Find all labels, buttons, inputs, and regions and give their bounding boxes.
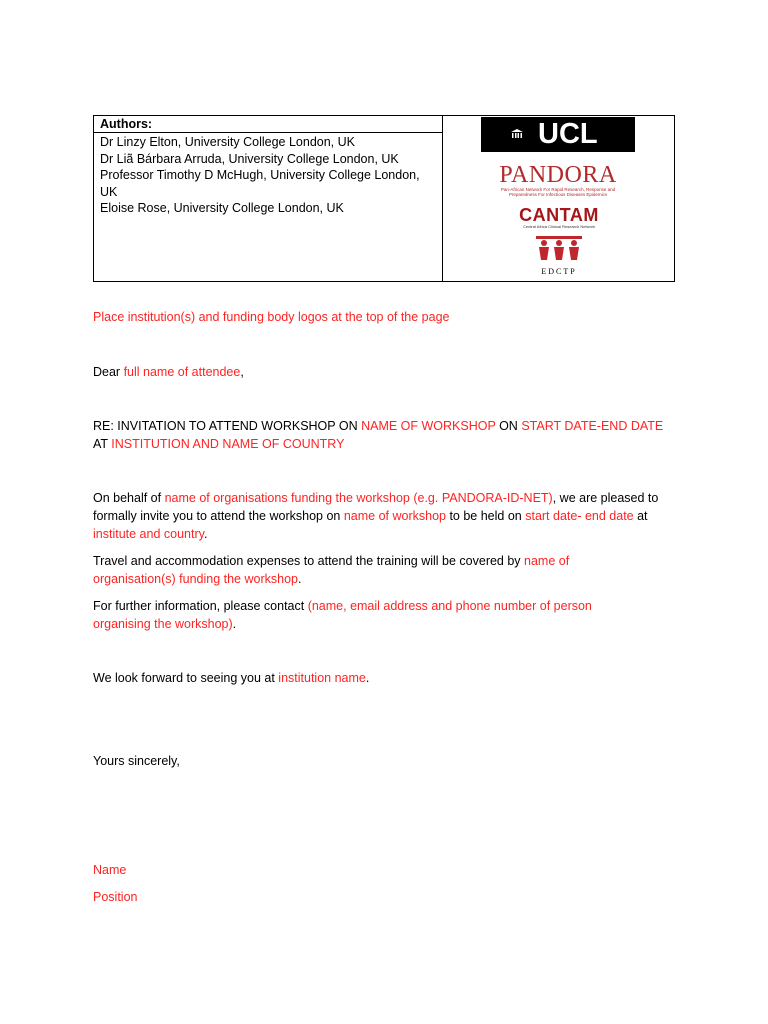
para4-text: We look forward to seeing you at bbox=[93, 671, 279, 685]
institution-name-placeholder: institution name bbox=[278, 671, 366, 685]
logo-instruction: Place institution(s) and funding body logos at the top of the page bbox=[93, 310, 450, 324]
funding-org-placeholder: name of organisations funding the workshop (e.g. PANDORA-ID-NET) bbox=[164, 491, 553, 505]
contact-paragraph bbox=[93, 597, 633, 633]
workshop-name-placeholder: NAME OF WORKSHOP bbox=[361, 419, 496, 433]
yours-sincerely: Yours sincerely, bbox=[93, 754, 180, 768]
authors-label: Authors: bbox=[94, 116, 442, 133]
signature-position: Position bbox=[93, 890, 138, 904]
pandora-logo-tagline: Pan-African Network For Rapid Research, Response and Preparedness For Infectious Diseases Epidemics bbox=[500, 187, 616, 197]
logos-cell bbox=[443, 116, 674, 281]
subject-at: AT bbox=[93, 437, 112, 451]
salutation-comma: , bbox=[240, 365, 244, 379]
ucl-logo-text: UCL bbox=[538, 118, 598, 150]
edctp-figures-icon bbox=[534, 234, 584, 262]
contact-placeholder: (name, email address and phone number of person organising the workshop) bbox=[93, 599, 592, 631]
para3-text: For further information, please contact bbox=[93, 599, 308, 613]
author-item: Professor Timothy D McHugh, University College London, UK bbox=[100, 168, 420, 199]
workshop-name-placeholder: name of workshop bbox=[343, 509, 446, 523]
attendee-name-placeholder: full name of attendee bbox=[123, 365, 241, 379]
signature-name: Name bbox=[93, 863, 127, 877]
subject-prefix: RE: INVITATION TO ATTEND WORKSHOP ON bbox=[93, 419, 362, 433]
subject-on: ON bbox=[495, 419, 522, 433]
para1-text: , we are pleased to formally invite you to attend the workshop on bbox=[93, 491, 659, 523]
para2-text: Travel and accommodation expenses to attend the training will be covered by bbox=[93, 554, 525, 568]
para2-text: . bbox=[297, 572, 302, 586]
closing-paragraph bbox=[93, 669, 683, 687]
para4-text: . bbox=[365, 671, 370, 685]
ucl-logo bbox=[481, 117, 635, 152]
salutation-dear: Dear bbox=[93, 365, 124, 379]
authors-cell bbox=[94, 116, 443, 281]
portico-icon bbox=[511, 129, 523, 139]
authors-list bbox=[94, 133, 442, 217]
header-table bbox=[93, 115, 675, 282]
salutation bbox=[93, 363, 683, 381]
cantam-logo-tagline: Central Africa Clinical Research Network bbox=[522, 224, 596, 229]
para3-text: . bbox=[232, 617, 237, 631]
para1-text: to be held on bbox=[445, 509, 526, 523]
author-item: Dr Liã Bárbara Arruda, University College London, UK bbox=[100, 151, 399, 166]
para1-text: On behalf of bbox=[93, 491, 165, 505]
edctp-logo-text: EDCTP bbox=[541, 267, 577, 276]
author-item: Eloise Rose, University College London, UK bbox=[100, 201, 344, 215]
author-item: Dr Linzy Elton, University College London, UK bbox=[100, 135, 355, 149]
subject-line bbox=[93, 417, 673, 453]
cantam-logo-text: CANTAM bbox=[519, 205, 599, 225]
pandora-logo-text: PANDORA bbox=[499, 162, 617, 188]
institution-country-placeholder: INSTITUTION AND NAME OF COUNTRY bbox=[111, 437, 345, 451]
para1-text: at bbox=[633, 509, 648, 523]
dates-placeholder: start date- end date bbox=[525, 509, 634, 523]
dates-placeholder: START DATE-END DATE bbox=[521, 419, 664, 433]
pandora-logo bbox=[493, 163, 623, 197]
funding-org-placeholder: name of organisation(s) funding the workshop bbox=[93, 554, 570, 586]
invitation-paragraph bbox=[93, 489, 683, 543]
expenses-paragraph bbox=[93, 552, 613, 588]
para1-text: . bbox=[203, 527, 208, 541]
cantam-logo bbox=[511, 206, 607, 229]
institute-country-placeholder: institute and country bbox=[93, 527, 204, 541]
edctp-logo bbox=[529, 234, 589, 277]
